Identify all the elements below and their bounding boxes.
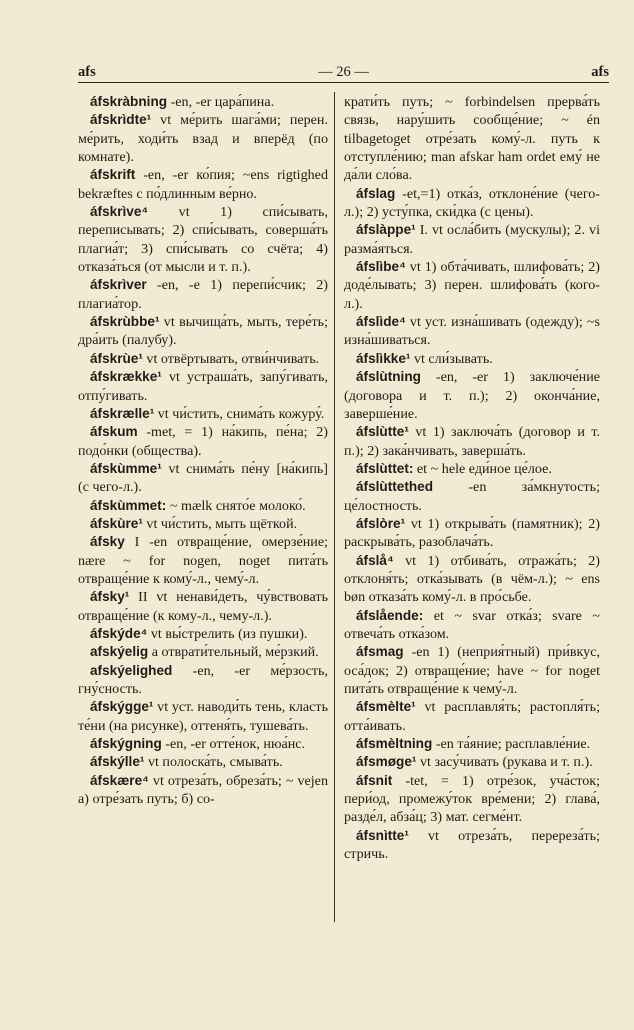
entry-definition: vt уст. изна́шивать (одежду); ~s изна́шиваться. <box>344 314 600 349</box>
entry-headword: áfsky¹ <box>90 589 130 605</box>
entry-definition: -en, -er цара́пина. <box>167 94 275 110</box>
dictionary-entry <box>344 478 600 515</box>
entry-definition: vt устраша́ть, запу́гивать, отпу́гивать. <box>78 369 328 404</box>
entry-headword: áfslòre¹ <box>356 515 406 531</box>
dictionary-entry <box>344 221 600 258</box>
dictionary-entry <box>344 735 600 753</box>
entry-headword: áfslùttet: <box>356 460 414 476</box>
header-right-guide-word: afs <box>591 64 609 80</box>
entry-headword: áfslùtning <box>356 369 421 385</box>
dictionary-entry <box>344 258 600 313</box>
dictionary-entry <box>344 753 600 771</box>
dictionary-entry <box>78 276 328 313</box>
entry-definition: vt отреза́ть, перереза́ть; стричь. <box>344 827 600 863</box>
dictionary-entry <box>78 166 328 203</box>
entry-headword: áfsmèlte¹ <box>356 699 416 715</box>
dictionary-entry <box>344 93 600 185</box>
left-column <box>78 93 328 808</box>
dictionary-entry <box>78 368 328 405</box>
dictionary-entry <box>78 515 328 533</box>
dictionary-entry <box>78 111 328 166</box>
entry-headword: áfskrìdte¹ <box>90 112 152 128</box>
entry-definition: -tet, = 1) отре́зок, уча́сток; пери́од, промежу́ток вре́мени; 2) глава́, разде́л, абза́ц; 3) мат. сегме́нт. <box>344 772 600 826</box>
entry-definition: vt 1) спи́сывать, переписывать; 2) спи́сывать, соверша́ть плагиа́т; 3) спи́сывать со счёта; 4) отказа́ться (от мысли и т. п.). <box>78 204 328 276</box>
entry-definition: a отврати́тельный, ме́рзкий. <box>148 644 319 661</box>
dictionary-entry <box>344 313 600 350</box>
entry-definition: -en 1) (неприя́тный) при́вкус, оса́док; 2) отвраще́ние; have ~ for noget пита́ть отвраще́ние к чему́-л. <box>344 644 600 697</box>
entry-definition: vt засу́чивать (рукава и т. п.). <box>416 754 593 771</box>
entry-definition: II vt ненави́деть, чу́вствовать отвраще́ние (к кому-л., чему-л.). <box>78 589 328 624</box>
entry-definition: vt полоска́ть, смыва́ть. <box>144 754 283 771</box>
dictionary-entry <box>78 203 328 276</box>
entry-headword: áfslìkke¹ <box>356 350 411 366</box>
entry-headword: áfsnìtte¹ <box>356 827 409 843</box>
entry-definition: -en, -er отте́нок, нюа́нс. <box>161 736 306 753</box>
entry-definition: vt расплавля́ть; растопля́ть; отта́ивать. <box>344 699 600 734</box>
entry-definition: -en, -er 1) заключе́ние (договора и т. п.); 2) оконча́ние, заверше́ние. <box>344 369 600 422</box>
entry-definition: vt 1) открыва́ть (памятник); 2) раскрыва́ть, разоблача́ть. <box>344 515 600 551</box>
entry-headword: áfslå⁴ <box>356 552 394 568</box>
entry-definition: et ~ svar отка́з; svare ~ отвеча́ть отка́зом. <box>344 607 600 642</box>
entry-headword: áfslag <box>356 185 396 201</box>
entry-headword: áfskýgning <box>90 736 162 752</box>
entry-definition: -en, -er ме́рзость, гну́сность. <box>78 662 328 697</box>
entry-headword: áfsmag <box>356 644 404 660</box>
entry-definition: vt отвёртывать, отви́нчивать. <box>142 350 320 367</box>
entry-definition: -et,=1) отка́з, отклоне́ние (чего-л.); 2) усту́пка, ски́дка (с цены). <box>344 185 600 221</box>
dictionary-entry <box>78 405 328 423</box>
dictionary-entry <box>78 497 328 515</box>
dictionary-entry <box>344 772 600 827</box>
entry-definition: -met, = 1) на́кипь, пе́на; 2) подо́нки (общества). <box>78 424 328 459</box>
dictionary-entry <box>344 423 600 460</box>
entry-headword: áfskýde⁴ <box>90 625 148 641</box>
entry-definition: vt сли́зывать. <box>410 350 493 367</box>
dictionary-entry <box>78 350 328 368</box>
dictionary-entry <box>344 350 600 368</box>
entry-headword: áfskùmme¹ <box>90 460 162 476</box>
dictionary-entry <box>78 588 328 625</box>
entry-headword: áfslùttethed <box>356 479 434 495</box>
dictionary-entry <box>344 185 600 222</box>
entry-definition: -en за́мкнутость; це́лостность. <box>344 479 600 514</box>
entry-definition: vt вы́стрелить (из пушки). <box>147 625 308 642</box>
entry-definition: vt 1) отбива́ть, отража́ть; 2) отклоня́ть; отка́зывать (в чём-л.); ~ ens bøn отказа́ть кому́-л. в про́сьбе. <box>344 552 600 606</box>
column-divider <box>334 92 335 922</box>
dictionary-entry <box>344 460 600 478</box>
entry-headword: áfsmøge¹ <box>356 754 417 770</box>
page-header <box>78 62 609 83</box>
dictionary-entry <box>78 753 328 771</box>
entry-headword: áfskum <box>90 424 138 440</box>
dictionary-entry <box>78 423 328 460</box>
entry-headword: áfslùtte¹ <box>356 424 409 440</box>
entry-headword: áfskùre¹ <box>90 515 143 531</box>
entry-definition: -en, -er ко́пия; ~ens rigtighed bekræftes с по́длинным ве́рно. <box>78 167 328 202</box>
header-left-guide-word: afs <box>78 64 96 80</box>
dictionary-entry <box>78 735 328 753</box>
entry-headword: áfslàppe¹ <box>356 222 416 238</box>
dictionary-entry <box>78 313 328 350</box>
entry-headword: áfskùmmet: <box>90 497 167 513</box>
dictionary-entry <box>344 643 600 698</box>
entry-headword: áfskýgge¹ <box>90 699 154 715</box>
dictionary-entry <box>344 827 600 864</box>
entry-headword: áfskrùe¹ <box>90 350 143 366</box>
dictionary-entry <box>78 460 328 497</box>
dictionary-entry <box>344 552 600 607</box>
entry-definition: vt 1) заключа́ть (договор и т. п.); 2) зака́нчивать, заверша́ть. <box>344 424 600 459</box>
entry-headword: áfslìbe⁴ <box>356 259 406 275</box>
entry-headword: áfsnit <box>356 772 393 788</box>
entry-headword: áfslìde⁴ <box>356 314 406 330</box>
entry-headword: áfsmèltning <box>356 736 433 752</box>
entry-headword: áfskrùbbe¹ <box>90 314 160 330</box>
entry-definition: vt чи́стить, снима́ть кожуру́. <box>154 405 325 422</box>
entry-definition: -en, -e 1) перепи́счик; 2) плагиа́тор. <box>78 277 328 312</box>
dictionary-entry <box>78 625 328 643</box>
entry-headword: áfskrìver <box>90 277 147 293</box>
entry-headword: áfsky <box>90 534 125 550</box>
page-number: — 26 — <box>318 64 369 80</box>
entry-headword: áfskrift <box>90 167 136 183</box>
dictionary-entry <box>78 662 328 699</box>
entry-definition: I -en отвраще́ние, омерзе́ние; nære ~ for nogen, noget пита́ть отвраще́ние к кому́-л., чему́-л. <box>78 534 328 587</box>
dictionary-entry <box>344 698 600 735</box>
entry-definition: vt ме́рить шага́ми; перен. ме́рить, ходи́ть взад и вперёд (по комнате). <box>78 112 328 166</box>
entry-headword: áfskrìve⁴ <box>90 204 149 220</box>
right-column <box>344 93 600 863</box>
entry-definition: vt отреза́ть, обреза́ть; ~ vejen а) отре́зать путь; б) со- <box>78 772 328 808</box>
entry-headword: áfskrælle¹ <box>90 405 155 421</box>
entry-headword: áfskrække¹ <box>90 369 162 385</box>
dictionary-entry <box>78 772 328 809</box>
entry-definition: I. vt осла́бить (мускулы); 2. vi разма́яться. <box>344 222 600 257</box>
entry-headword: áfskýlle¹ <box>90 754 145 770</box>
entry-definition: крати́ть путь; ~ forbindelsen прерва́ть связь, нару́шить сообще́ние; ~ én tilbagetoget отре́зать кому́-л. путь к отступле́нию; man afskar ham ordet ему́ не да́ли сло́ва. <box>344 94 600 184</box>
entry-definition: vt 1) обта́чивать, шлифова́ть; 2) доде́лывать; 3) перен. шлифова́ть (кого-л.). <box>344 259 600 312</box>
dictionary-entry <box>344 607 600 644</box>
dictionary-entry <box>344 515 600 552</box>
entry-definition: et ~ hele еди́ное це́лое. <box>413 460 552 477</box>
dictionary-entry <box>78 93 328 111</box>
entry-definition: -en та́яние; расплавле́ние. <box>432 736 591 753</box>
entry-definition: vt уст. наводи́ть тень, класть те́ни (на рисунке), оттеня́ть, тушева́ть. <box>78 699 328 734</box>
dictionary-entry <box>344 368 600 423</box>
dictionary-entry <box>78 643 328 661</box>
entry-definition: vt вычища́ть, мыть, тере́ть; дра́ить (палубу). <box>78 314 328 349</box>
entry-headword: áfskære⁴ <box>90 772 149 788</box>
dictionary-entry <box>78 698 328 735</box>
entry-headword: áfskràbning <box>90 94 168 109</box>
entry-headword: afskýelighed <box>90 662 173 678</box>
entry-definition: ~ mælk снято́е молоко́. <box>166 497 306 514</box>
entry-definition: vt снима́ть пе́ну [на́кипь] (с чего-л.). <box>78 460 328 496</box>
dictionary-entry <box>78 533 328 588</box>
entry-headword: afskýelig <box>90 644 149 660</box>
entry-definition: vt чи́стить, мыть щёткой. <box>142 515 298 532</box>
entry-headword: áfslående: <box>356 607 424 623</box>
